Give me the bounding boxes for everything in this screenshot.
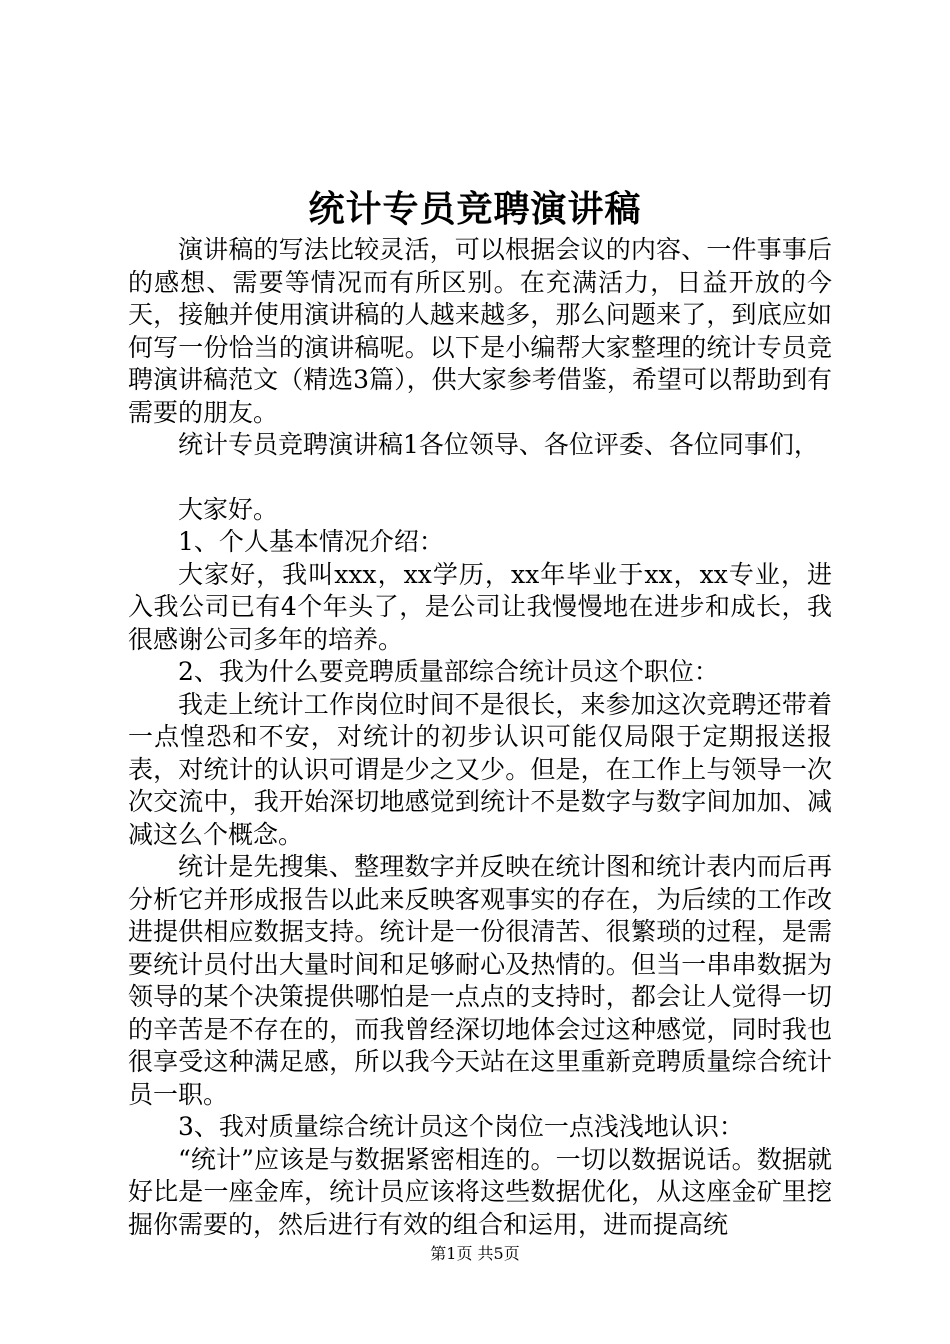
paragraph-speech-heading: 统计专员竞聘演讲稿1各位领导、各位评委、各位同事们， (178, 430, 819, 459)
paragraph-understanding: “统计”应该是与数据紧密相连的。一切以数据说话。数据就好比是一座金库，统计员应该将这些数据优化，从这座金矿里挖掘你需要的，然后进行有效的组合和运用，进而提高统 (128, 1144, 832, 1239)
page-footer: 第1页 共5页 (430, 1244, 520, 1263)
paragraph-greeting: 大家好。 (178, 494, 279, 524)
paragraph-statistics: 统计是先搜集、整理数字并反映在统计图和统计表内而后再分析它并形成报告以此来反映客观事实的存在，为后续的工作改进提供相应数据支持。统计是一份很清苦、很繁琐的过程，是需要统计员付出大量时间和足够耐心及热情的。但当一串串数据为领导的某个决策提供哪怕是一点点的支持时，都会让人觉得一切的辛苦是不存在的，而我曾经深切地体会过这种感觉，同时我也很享受这种满足感，所以我今天站在这里重新竞聘质量综合统计员一职。 (128, 852, 832, 1109)
document-body (128, 234, 832, 1241)
section-heading-3: 3、我对质量综合统计员这个岗位一点浅浅地认识： (178, 1112, 744, 1141)
paragraph-self-intro: 大家好，我叫xxx，xx学历，xx年毕业于xx，xx专业，进入我公司已有4个年头了，是公司让我慢慢地在进步和成长，我很感谢公司多年的培养。 (128, 559, 832, 654)
document-title: 统计专员竞聘演讲稿 (308, 188, 642, 230)
paragraph-intro: 演讲稿的写法比较灵活，可以根据会议的内容、一件事事后的感想、需要等情况而有所区别。在充满活力，日益开放的今天，接触并使用演讲稿的人越来越多，那么问题来了，到底应如何写一份恰当的演讲稿呢。以下是小编帮大家整理的统计专员竞聘演讲稿范文（精选3篇），供大家参考借鉴，希望可以帮助到有需要的朋友。 (128, 235, 832, 427)
section-heading-2: 2、我为什么要竞聘质量部综合统计员这个职位： (178, 657, 719, 686)
section-heading-1: 1、个人基本情况介绍： (178, 527, 444, 556)
paragraph-reason: 我走上统计工作岗位时间不是很长，来参加这次竞聘还带着一点惶恐和不安，对统计的初步认识可能仅局限于定期报送报表，对统计的认识可谓是少之又少。但是，在工作上与领导一次次交流中，我开始深切地感觉到统计不是数字与数字间加加、减减这么个概念。 (128, 689, 832, 849)
